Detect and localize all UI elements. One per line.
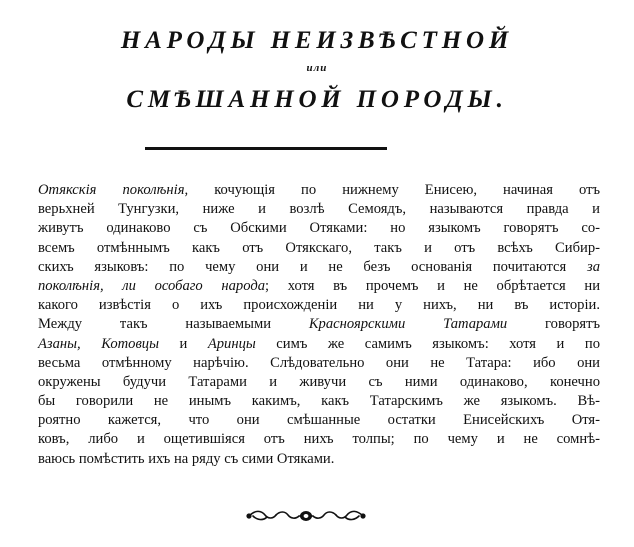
text-run: роятно кажется, что они смѣшанные остатки Енисейскихъ Отя- [38,412,600,429]
text-line [38,277,600,296]
text-run: окружены будучи Татарами и живучи съ ними одинаково, конечно [38,373,600,390]
text-line [38,373,600,392]
text-line [38,335,600,354]
text-run: и [158,335,208,352]
text-run: весьма отмѣнному нарѣчію. Слѣдовательно они не Татара: ибо они [38,354,600,371]
text-run: говорятъ [507,316,601,333]
text-line [38,181,600,200]
text-run: ковъ, либо и ощетившіяся отъ нихъ толпы; по чему и не сомнѣ- [38,431,600,448]
italic-phrase: поколѣнія, ли особаго народа [38,277,266,294]
text-run: симъ же самимъ языкомъ: хотя и по [255,335,600,352]
text-line [38,200,600,219]
text-line [38,411,600,430]
fleuron-ornament-icon [245,507,367,525]
text-line [38,450,600,469]
text-run: Между такъ называемыми [38,316,309,333]
title-line-2: СМѢШАННОЙ ПОРОДЫ. [126,86,508,113]
italic-phrase: Азаны, Котовцы [38,335,159,352]
text-run: всемъ отмѣннымъ какъ отъ Отякскаго, такъ и отъ всѣхъ Сибир- [38,239,600,256]
text-run: скихъ языковъ: по чему они и не безъ основанія почитаются [38,258,587,275]
text-line [38,239,600,258]
text-line [38,392,600,411]
text-run: какого извѣстія о ихъ происхожденіи ни у нихъ, ни въ исторіи. [38,297,600,314]
italic-phrase: Красноярскими Татарами [308,316,508,333]
text-run: кочующія по нижнему Енисею, начиная отъ [188,182,600,198]
title-line-1: НАРОДЫ НЕИЗВѢСТНОЙ [120,27,514,54]
text-run: бы говорили не инымъ какимъ, какъ Татарскимъ же языкомъ. Вѣ- [38,393,600,410]
text-line [38,296,600,315]
body-paragraph [38,181,600,469]
text-line [38,315,600,334]
italic-phrase: Отякскія поколѣнія, [38,182,189,198]
text-run: ваюсь помѣстить ихъ на ряду съ сими Отяками. [38,450,335,467]
text-run: ; хотя въ прочемъ и не обрѣтается ни [265,277,600,294]
text-line [38,354,600,373]
text-run: живутъ одинаково съ Обскими Отяками: но языкомъ говорятъ со- [38,220,600,237]
italic-phrase: Аринцы [207,335,256,352]
title-divider [145,147,387,150]
text-line [38,258,600,277]
italic-phrase: за [587,258,600,275]
text-run: верьхней Тунгузки, ниже и возлѣ Семоядъ, называются правда и [38,201,600,218]
text-line [38,219,600,238]
text-line [38,430,600,449]
title-connector: или [306,62,328,74]
